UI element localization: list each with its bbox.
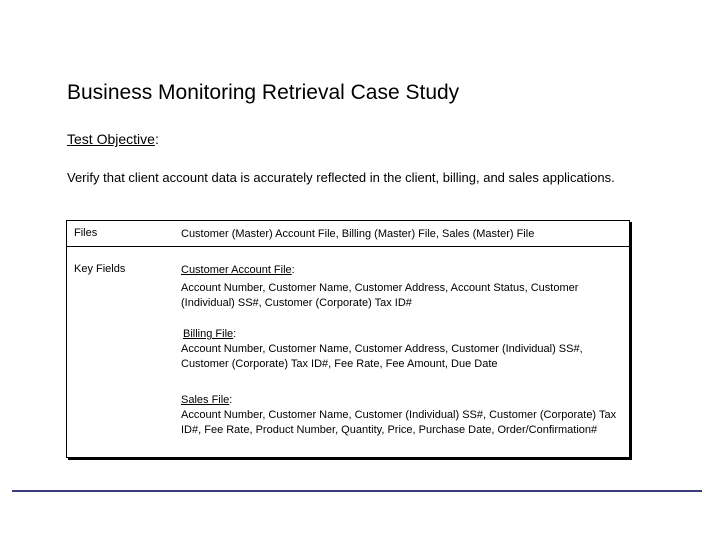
objective-label-text: Test Objective bbox=[67, 131, 155, 147]
files-table bbox=[66, 220, 630, 458]
page-title: Business Monitoring Retrieval Case Study bbox=[67, 81, 460, 104]
sales-file-colon: : bbox=[229, 394, 233, 406]
objective-label bbox=[67, 131, 159, 147]
sales-file-block bbox=[181, 393, 626, 438]
objective-text: Verify that client account data is accurately reflected in the client, billing, and sales applications. bbox=[67, 170, 615, 185]
billing-file-title: Billing File bbox=[183, 328, 234, 340]
customer-account-file-fields: Account Number, Customer Name, Customer Address, Account Status, Customer (Individual) SS#, Customer (Corporate) Tax ID# bbox=[181, 282, 579, 309]
objective-label-colon: : bbox=[154, 131, 159, 147]
sales-file-heading bbox=[181, 393, 626, 408]
billing-file-colon: : bbox=[233, 328, 237, 340]
files-value: Customer (Master) Account File, Billing (Master) File, Sales (Master) File bbox=[181, 228, 535, 240]
billing-file-fields: Account Number, Customer Name, Customer Address, Customer (Individual) SS#, Customer (Corporate) Tax ID#, Fee Rate, Fee Amount, Due Date bbox=[181, 343, 583, 370]
customer-account-file-block bbox=[181, 263, 626, 311]
sales-file-title: Sales File bbox=[181, 394, 230, 406]
customer-account-file-colon: : bbox=[291, 264, 295, 276]
files-label: Files bbox=[74, 227, 98, 239]
bottom-divider bbox=[12, 490, 702, 492]
table-row-files bbox=[67, 221, 629, 247]
sales-file-fields: Account Number, Customer Name, Customer (Individual) SS#, Customer (Corporate) Tax ID#, Fee Rate, Product Number, Quantity, Price, Purchase Date, Order/Confirmation# bbox=[181, 409, 617, 436]
customer-account-file-title: Customer Account File bbox=[181, 264, 292, 276]
key-fields-label: Key Fields bbox=[74, 263, 126, 275]
billing-file-heading bbox=[183, 327, 628, 342]
customer-account-file-heading bbox=[181, 263, 626, 278]
billing-file-block bbox=[183, 327, 628, 372]
